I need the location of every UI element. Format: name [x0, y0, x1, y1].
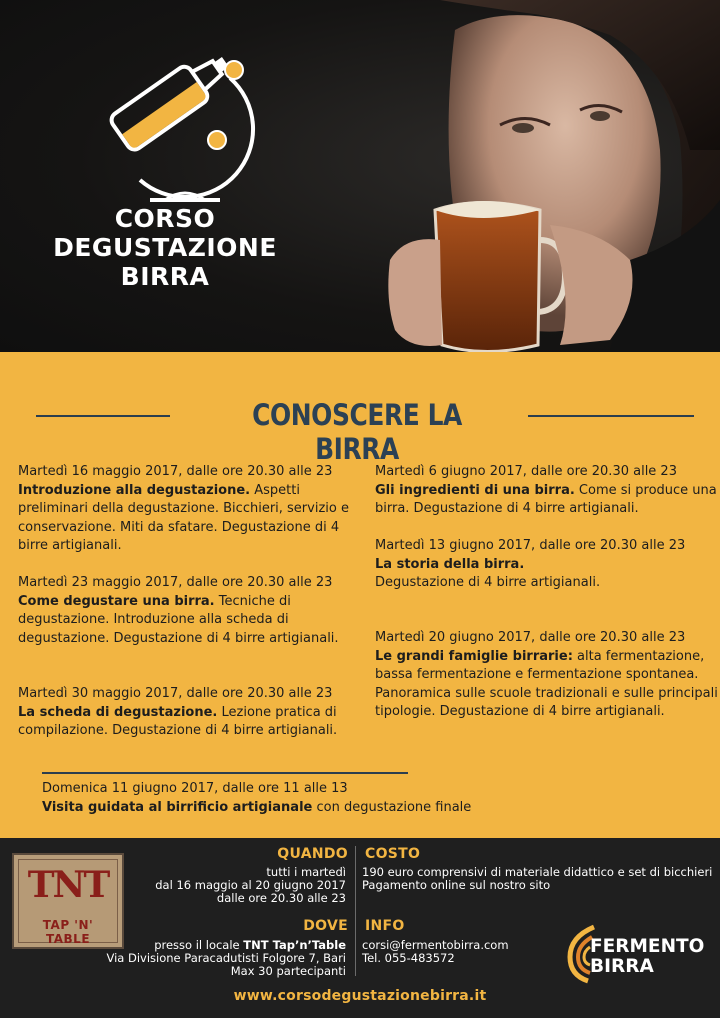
woman-drinking-beer-photo: [360, 0, 720, 352]
footer: [0, 838, 720, 1018]
heading-rule-left: [36, 415, 170, 417]
info-label: INFO: [365, 918, 405, 934]
lesson-date: Martedì 13 giugno 2017, dalle ore 20.30 alle 23: [375, 538, 686, 553]
lesson-description: Tecniche di degustazione. Introduzione alla scheda di degustazione. Degustazione di 4 birre artigianali.: [18, 593, 339, 646]
program-section: [0, 352, 720, 838]
when-details: [116, 866, 346, 905]
brewery-visit: [42, 780, 682, 817]
website-link[interactable]: www.corsodegustazionebirra.it: [233, 988, 487, 1004]
cost-label: COSTO: [365, 846, 421, 862]
section-heading: [36, 396, 694, 466]
info-details: [362, 939, 562, 965]
visit-topic: Visita guidata al birrificio artigianale: [42, 799, 313, 815]
footer-divider: [355, 846, 356, 976]
when-line: dal 16 maggio al 20 giugno 2017: [155, 878, 346, 892]
lesson-date: Martedì 20 giugno 2017, dalle ore 20.30 alle 23: [375, 630, 686, 645]
visit-description: con degustazione finale: [312, 799, 472, 815]
lesson-2: [18, 574, 363, 648]
lesson-date: Martedì 23 maggio 2017, dalle ore 20.30 alle 23: [18, 575, 333, 590]
section-title: CONOSCERE LA BIRRA: [252, 398, 462, 466]
lesson-1: [18, 463, 363, 556]
course-title: [40, 204, 290, 291]
brand-line-1: FERMENTO: [590, 936, 705, 957]
lesson-topic: Introduzione alla degustazione.: [18, 482, 251, 498]
lesson-5: [375, 537, 720, 593]
beer-bottle-logo-icon: [70, 18, 260, 208]
lesson-date: Martedì 16 maggio 2017, dalle ore 20.30 alle 23: [18, 464, 333, 479]
lesson-topic: Le grandi famiglie birrarie:: [375, 648, 573, 664]
venue-logo: [12, 853, 124, 949]
course-title-line-3: BIRRA: [120, 262, 210, 291]
lesson-date: Martedì 30 maggio 2017, dalle ore 20.30 alle 23: [18, 686, 333, 701]
lesson-3: [18, 685, 363, 741]
when-label: QUANDO: [277, 846, 348, 862]
lesson-description: Come si produce una birra. Degustazione di 4 birre artigianali.: [375, 482, 717, 516]
lesson-description: alta fermentazione, bassa fermentazione e fermentazione spontanea. Panoramica sulle scuole tradizionali e sulle principali tipologie. Degustazione di 4 birre artigianali.: [375, 648, 718, 719]
when-line: tutti i martedì: [266, 865, 346, 879]
where-line: Via Divisione Paracadutisti Folgore 7, Bari: [106, 951, 346, 965]
venue-logo-main: TNT: [27, 864, 109, 906]
lesson-6: [375, 629, 720, 722]
email-link[interactable]: corsi@fermentobirra.com: [362, 938, 509, 952]
lesson-description: Degustazione di 4 birre artigianali.: [375, 575, 601, 590]
heading-rule-right: [528, 415, 694, 417]
cost-details: [362, 866, 717, 892]
hero-banner: [0, 0, 720, 352]
where-line: Max 30 partecipanti: [230, 964, 346, 978]
when-line: dalle ore 20.30 alle 23: [216, 891, 346, 905]
lesson-date: Martedì 6 giugno 2017, dalle ore 20.30 alle 23: [375, 464, 677, 479]
visit-rule: [42, 772, 408, 774]
course-title-line-2: DEGUSTAZIONE: [53, 233, 277, 262]
venue-name: TNT Tap’n’Table: [243, 938, 346, 952]
where-label: DOVE: [303, 918, 348, 934]
venue-logo-sub: TAP 'N' TABLE: [42, 918, 94, 946]
lesson-topic: Gli ingredienti di una birra.: [375, 482, 575, 498]
lesson-4: [375, 463, 720, 519]
brand-line-2: BIRRA: [590, 956, 654, 977]
phone-number: Tel. 055-483572: [362, 951, 455, 965]
cost-line: Pagamento online sul nostro sito: [362, 878, 551, 892]
lesson-description: Aspetti preliminari della degustazione. Bicchieri, servizio e conservazione. Miti da sfatare. Degustazione di 4 birre artigianali.: [18, 482, 349, 553]
lesson-topic: Come degustare una birra.: [18, 593, 215, 609]
lesson-topic: La storia della birra.: [375, 556, 525, 572]
where-details: [96, 939, 346, 978]
lesson-topic: La scheda di degustazione.: [18, 704, 218, 720]
lesson-description: Lezione pratica di compilazione. Degustazione di 4 birre artigianali.: [18, 704, 338, 738]
course-title-line-1: CORSO: [114, 204, 216, 233]
brand-logo: [590, 937, 710, 977]
where-prefix: presso il locale: [154, 938, 244, 952]
visit-date: Domenica 11 giugno 2017, dalle ore 11 alle 13: [42, 781, 348, 796]
cost-line: 190 euro comprensivi di materiale didattico e set di bicchieri: [362, 865, 713, 879]
